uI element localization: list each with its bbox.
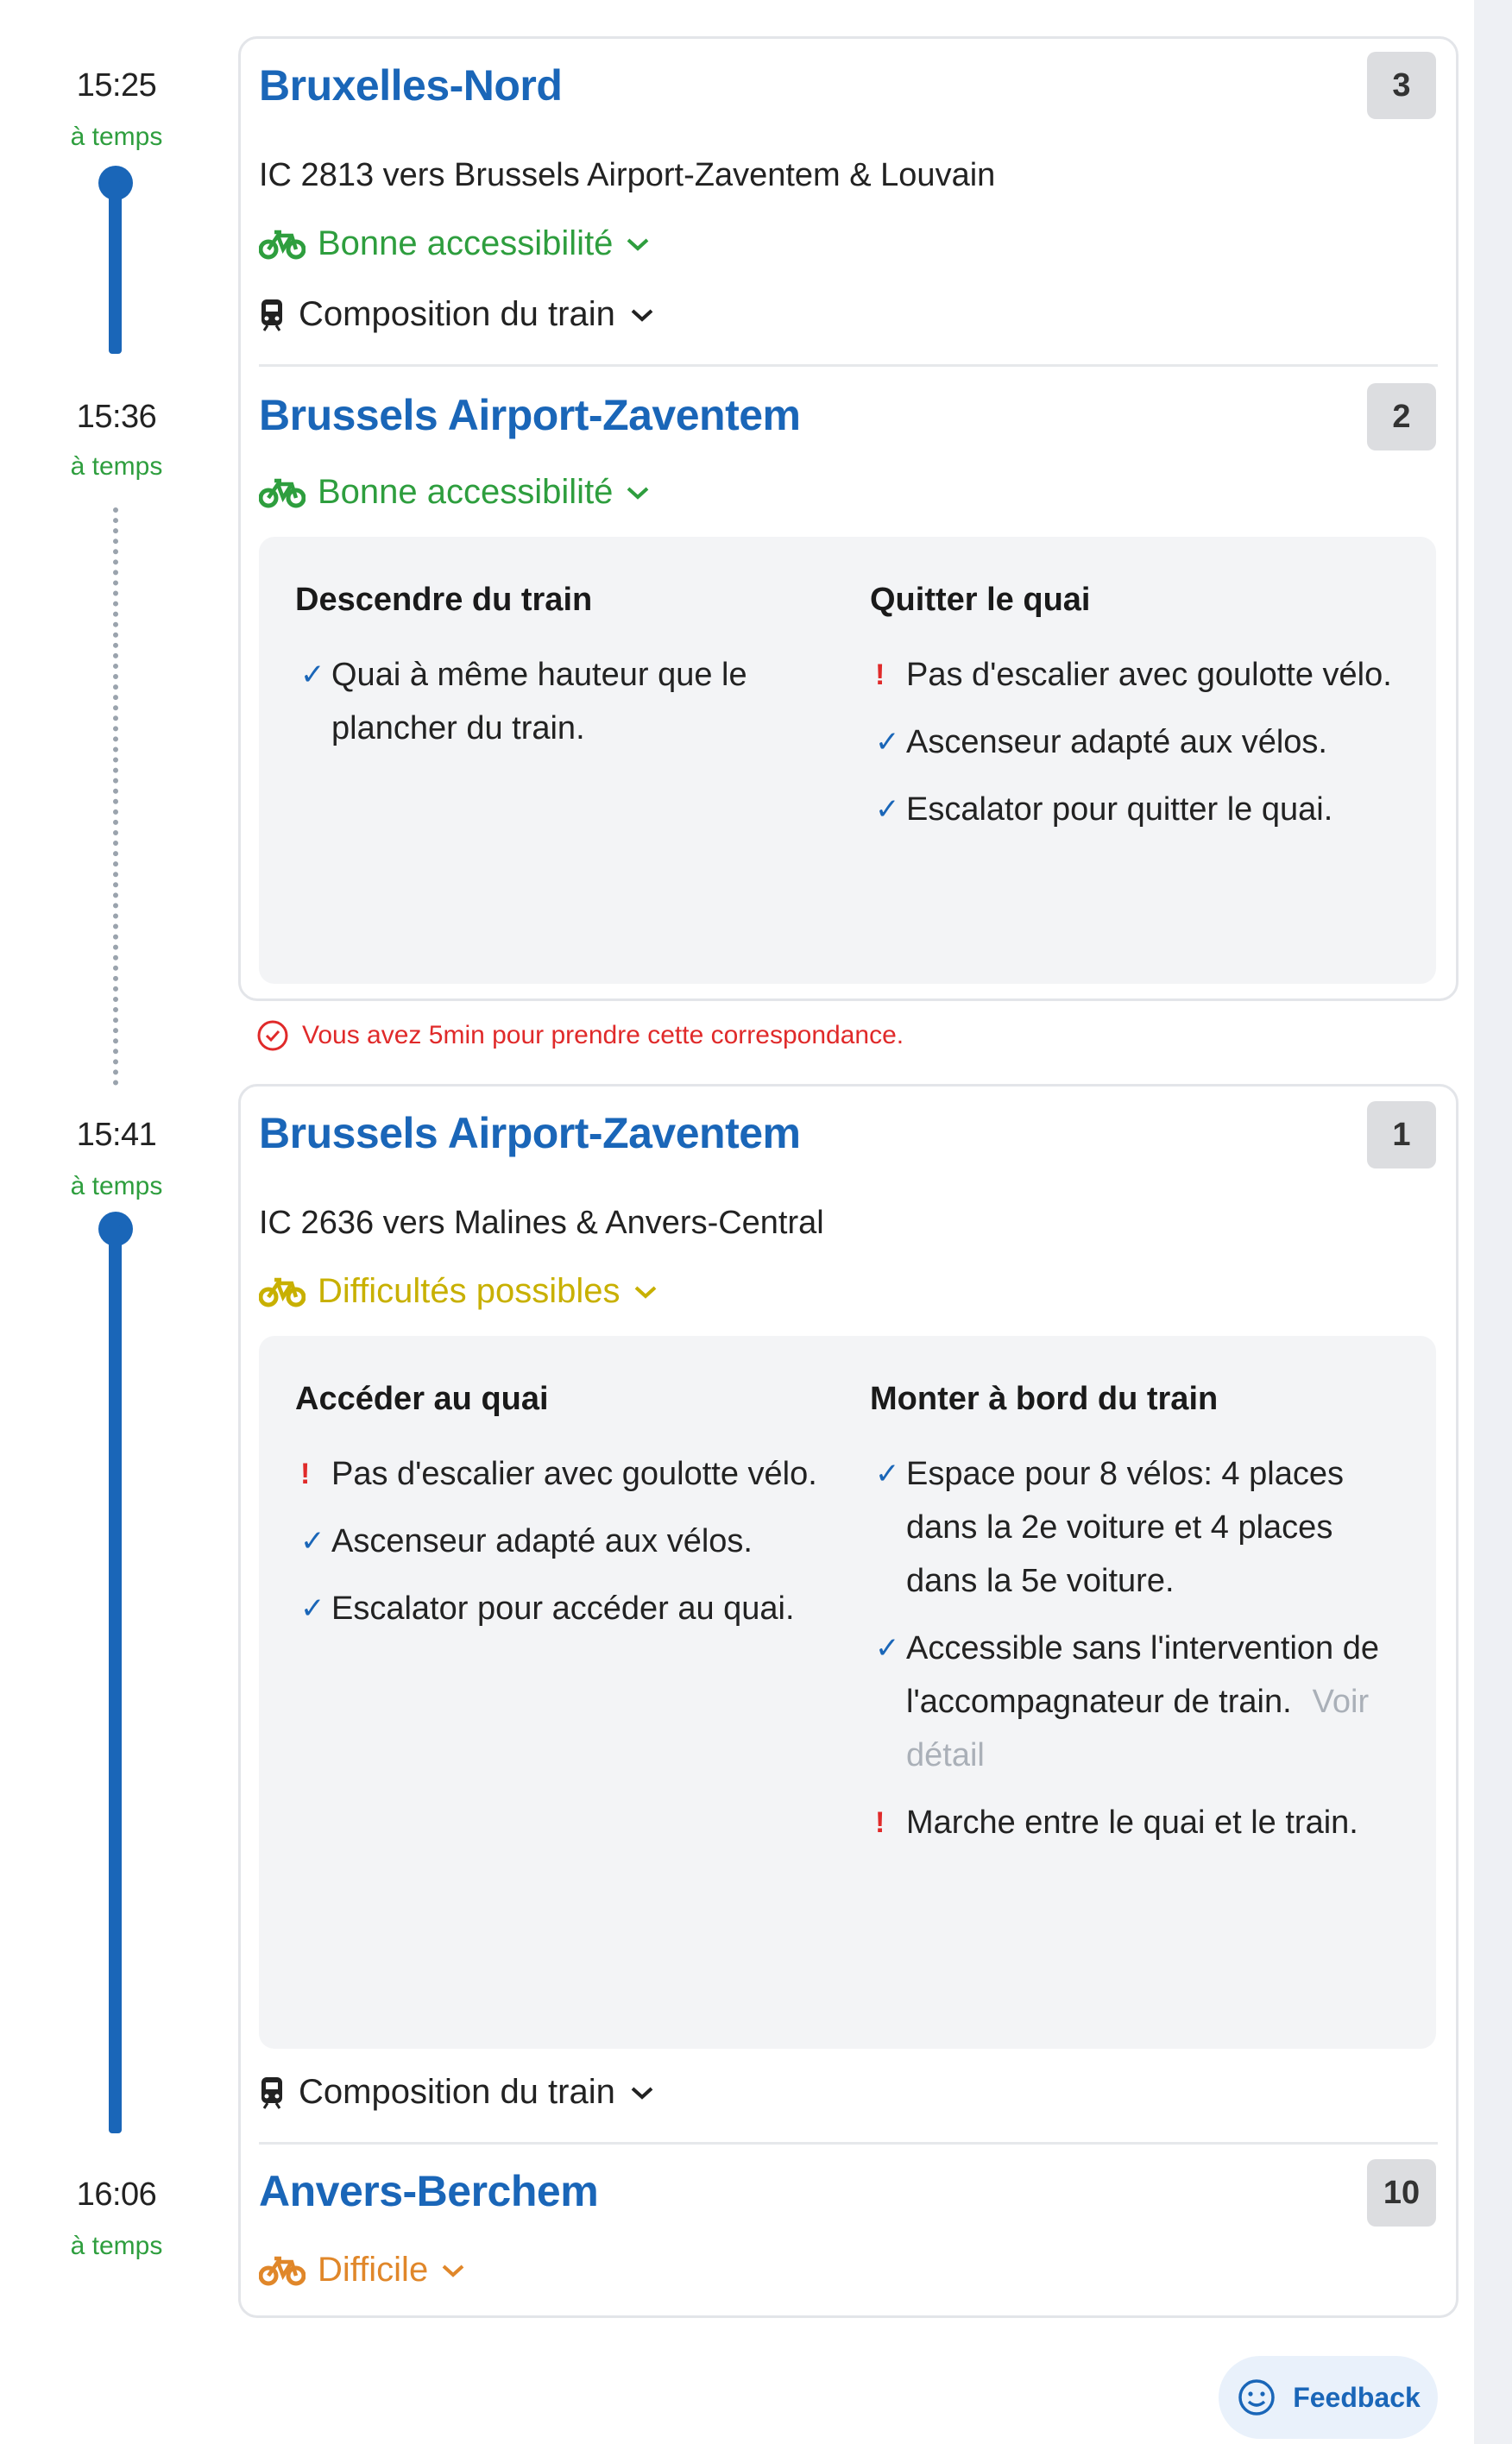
chevron-down-icon bbox=[629, 306, 655, 324]
scrollbar-track[interactable] bbox=[1474, 0, 1512, 2444]
details-title: Accéder au quai bbox=[295, 1381, 549, 1417]
accessibility-details bbox=[259, 537, 1436, 984]
timeline-line bbox=[109, 1225, 122, 2133]
details-item-text: Espace pour 8 vélos: 4 places dans la 2e voiture et 4 places dans la 5e voiture. bbox=[906, 1456, 1344, 1599]
details-item-text: Ascenseur adapté aux vélos. bbox=[906, 724, 1327, 760]
details-column-right bbox=[870, 1381, 1388, 1863]
station-name[interactable]: Brussels Airport-Zaventem bbox=[259, 391, 801, 439]
details-column-left bbox=[295, 582, 830, 769]
accessibility-label: Bonne accessibilité bbox=[318, 473, 614, 511]
details-title: Quitter le quai bbox=[870, 582, 1091, 618]
check-icon: ✓ bbox=[875, 726, 900, 759]
clock-icon bbox=[255, 1018, 290, 1053]
exclamation-icon: ! bbox=[300, 1458, 311, 1490]
details-item bbox=[870, 783, 1422, 836]
check-icon: ✓ bbox=[300, 1525, 325, 1558]
stop-time: 15:36 bbox=[76, 399, 157, 435]
see-detail-link[interactable]: Voir détail bbox=[906, 1684, 1370, 1773]
details-item-text: Pas d'escalier avec goulotte vélo. bbox=[906, 657, 1392, 693]
details-column-right bbox=[870, 582, 1422, 850]
stop-status: à temps bbox=[70, 452, 163, 481]
train-icon bbox=[259, 2076, 285, 2110]
station-name[interactable]: Bruxelles-Nord bbox=[259, 61, 563, 110]
stop-status: à temps bbox=[70, 123, 163, 151]
station-name[interactable]: Anvers-Berchem bbox=[259, 2167, 599, 2215]
train-icon bbox=[259, 298, 285, 332]
details-item-text: Pas d'escalier avec goulotte vélo. bbox=[331, 1456, 817, 1492]
details-item bbox=[870, 1796, 1388, 1849]
details-item bbox=[870, 715, 1422, 769]
feedback-button[interactable] bbox=[1219, 2356, 1438, 2439]
check-icon: ✓ bbox=[875, 1632, 900, 1665]
stop-time: 15:25 bbox=[76, 67, 157, 104]
check-icon: ✓ bbox=[875, 793, 900, 826]
platform-badge: 2 bbox=[1367, 383, 1436, 450]
details-item-text: Escalator pour quitter le quai. bbox=[906, 791, 1333, 828]
details-item bbox=[295, 1515, 830, 1568]
platform-badge: 1 bbox=[1367, 1101, 1436, 1168]
divider bbox=[259, 2142, 1438, 2145]
connection-notice bbox=[255, 1018, 904, 1053]
bike-icon bbox=[259, 477, 306, 508]
details-item-text: Ascenseur adapté aux vélos. bbox=[331, 1523, 753, 1559]
accessibility-toggle[interactable] bbox=[259, 473, 651, 512]
chevron-down-icon bbox=[625, 236, 651, 253]
bike-icon bbox=[259, 1276, 306, 1307]
train-composition-toggle[interactable] bbox=[259, 295, 655, 334]
details-item bbox=[295, 648, 830, 755]
accessibility-toggle[interactable] bbox=[259, 1272, 658, 1311]
train-composition-toggle[interactable] bbox=[259, 2073, 655, 2112]
details-item-text: Accessible sans l'intervention de l'accompagnateur de train. bbox=[906, 1630, 1379, 1720]
details-item-text: Marche entre le quai et le train. bbox=[906, 1805, 1358, 1841]
bike-icon bbox=[259, 2255, 306, 2286]
details-title: Monter à bord du train bbox=[870, 1381, 1219, 1417]
details-item bbox=[295, 1447, 830, 1501]
details-title: Descendre du train bbox=[295, 582, 593, 618]
chevron-down-icon bbox=[625, 484, 651, 501]
accessibility-label: Difficultés possibles bbox=[318, 1272, 621, 1310]
train-route: IC 2636 vers Malines & Anvers-Central bbox=[259, 1205, 824, 1241]
transfer-dotted-line bbox=[113, 507, 118, 1086]
divider bbox=[259, 364, 1438, 367]
details-item bbox=[870, 1447, 1388, 1608]
accessibility-details bbox=[259, 1336, 1436, 2049]
details-item bbox=[870, 1622, 1388, 1782]
connection-notice-text: Vous avez 5min pour prendre cette correspondance. bbox=[302, 1021, 904, 1049]
accessibility-label: Bonne accessibilité bbox=[318, 224, 614, 262]
composition-label: Composition du train bbox=[299, 2073, 615, 2111]
stop-status: à temps bbox=[70, 2232, 163, 2260]
check-icon: ✓ bbox=[300, 1592, 325, 1625]
exclamation-icon: ! bbox=[875, 1806, 885, 1839]
check-icon: ✓ bbox=[300, 658, 325, 691]
details-item bbox=[295, 1582, 830, 1635]
accessibility-toggle[interactable] bbox=[259, 2251, 466, 2290]
details-item bbox=[870, 648, 1422, 702]
stop-time: 16:06 bbox=[76, 2176, 157, 2213]
composition-label: Composition du train bbox=[299, 295, 615, 333]
accessibility-toggle[interactable] bbox=[259, 224, 651, 263]
chevron-down-icon bbox=[633, 1283, 658, 1301]
stop-time: 15:41 bbox=[76, 1117, 157, 1153]
exclamation-icon: ! bbox=[875, 658, 885, 691]
details-item-text: Quai à même hauteur que le plancher du train. bbox=[331, 657, 747, 746]
feedback-label: Feedback bbox=[1293, 2381, 1421, 2413]
stop-status: à temps bbox=[70, 1172, 163, 1200]
accessibility-label: Difficile bbox=[318, 2251, 429, 2289]
train-route: IC 2813 vers Brussels Airport-Zaventem & Louvain bbox=[259, 157, 996, 193]
chevron-down-icon bbox=[440, 2262, 466, 2279]
timeline-line bbox=[109, 181, 122, 354]
bike-icon bbox=[259, 229, 306, 260]
check-icon: ✓ bbox=[875, 1458, 900, 1490]
platform-badge: 10 bbox=[1367, 2159, 1436, 2227]
platform-badge: 3 bbox=[1367, 52, 1436, 119]
chevron-down-icon bbox=[629, 2084, 655, 2101]
station-name[interactable]: Brussels Airport-Zaventem bbox=[259, 1109, 801, 1157]
smile-icon bbox=[1236, 2377, 1277, 2418]
details-item-text: Escalator pour accéder au quai. bbox=[331, 1590, 795, 1627]
details-column-left bbox=[295, 1381, 830, 1649]
